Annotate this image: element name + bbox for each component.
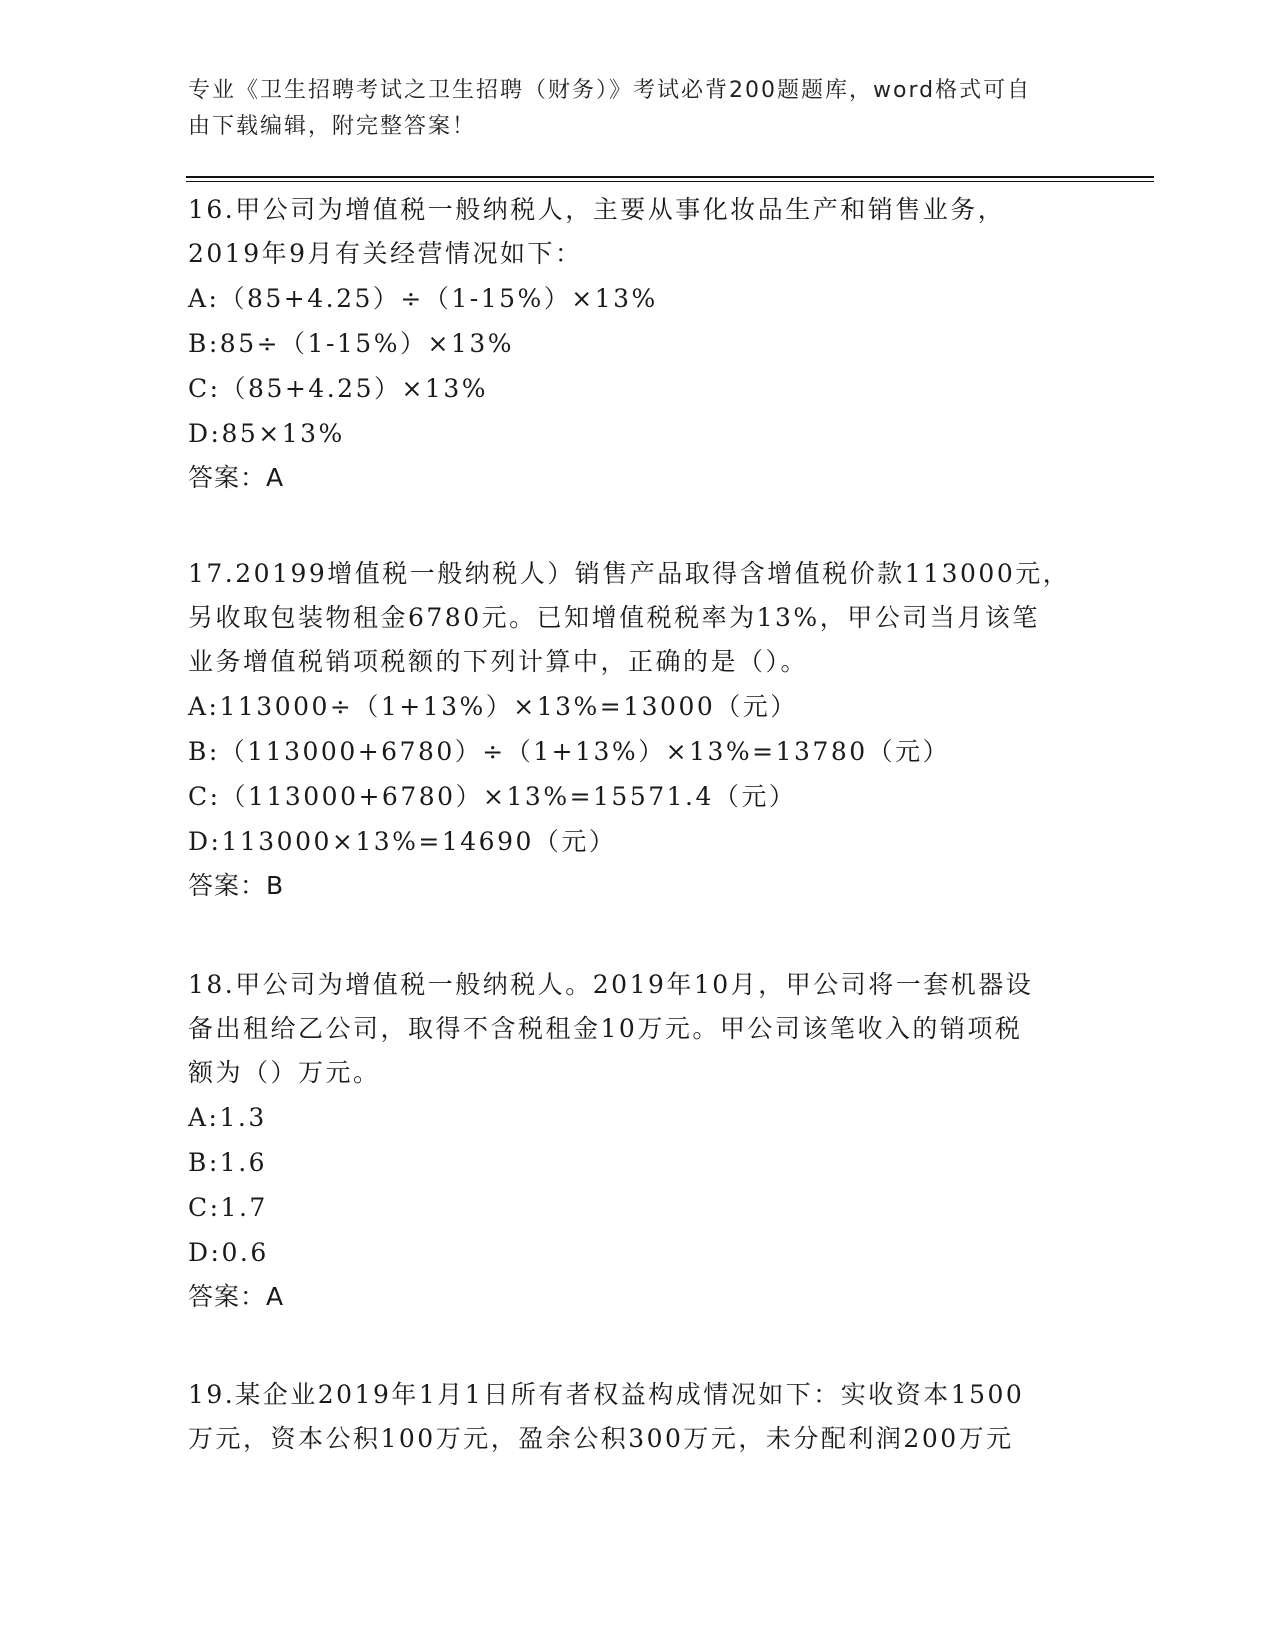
question-16 [188, 188, 1088, 500]
question-stem-line: 18.甲公司为增值税一般纳税人。2019年10月，甲公司将一套机器设 [188, 970, 1034, 999]
option-b: B:1.6 [188, 1148, 268, 1177]
question-stem-line: 2019年9月有关经营情况如下： [188, 239, 583, 268]
question-stem-line: 19.某企业2019年1月1日所有者权益构成情况如下：实收资本1500 [188, 1380, 1025, 1409]
option-a: A:（85+4.25）÷（1-15%）×13% [188, 284, 658, 313]
question-stem-line: 17.20199增值税一般纳税人）销售产品取得含增值税价款113000元， [188, 559, 1071, 588]
option-c: C:（85+4.25）×13% [188, 374, 488, 403]
answer-line: 答案：A [188, 1282, 285, 1311]
answer-line: 答案：A [188, 463, 285, 492]
header-line-2: 由下载编辑，附完整答案！ [188, 114, 477, 139]
question-stem-line: 16.甲公司为增值税一般纳税人，主要从事化妆品生产和销售业务， [188, 195, 1006, 224]
option-d: D:0.6 [188, 1238, 269, 1267]
option-c: C:（113000+6780）×13%=15571.4（元） [188, 782, 797, 811]
question-stem-line: 备出租给乙公司，取得不含税租金10万元。甲公司该笔收入的销项税 [188, 1014, 1023, 1043]
question-stem-line: 额为（）万元。 [188, 1058, 381, 1087]
question-19 [188, 1373, 1088, 1461]
option-b: B:85÷（1-15%）×13% [188, 329, 514, 358]
document-header [188, 73, 1068, 145]
question-17 [188, 552, 1088, 908]
option-a: A:1.3 [188, 1103, 267, 1132]
question-18 [188, 963, 1088, 1319]
question-stem-line: 另收取包装物租金6780元。已知增值税税率为13%，甲公司当月该笔 [188, 603, 1040, 632]
header-divider-thin [186, 181, 1154, 182]
option-b: B:（113000+6780）÷（1+13%）×13%=13780（元） [188, 737, 951, 766]
question-stem-line: 万元，资本公积100万元，盈余公积300万元，未分配利润200万元 [188, 1424, 1014, 1453]
question-stem-line: 业务增值税销项税额的下列计算中，正确的是（）。 [188, 647, 809, 676]
option-c: C:1.7 [188, 1193, 268, 1222]
header-line-1: 专业《卫生招聘考试之卫生招聘（财务）》考试必背200题题库，word格式可自 [188, 78, 1032, 103]
header-divider-thick [186, 176, 1154, 178]
answer-line: 答案：B [188, 871, 285, 900]
option-d: D:113000×13%=14690（元） [188, 827, 617, 856]
option-a: A:113000÷（1+13%）×13%=13000（元） [188, 692, 798, 721]
option-d: D:85×13% [188, 419, 345, 448]
